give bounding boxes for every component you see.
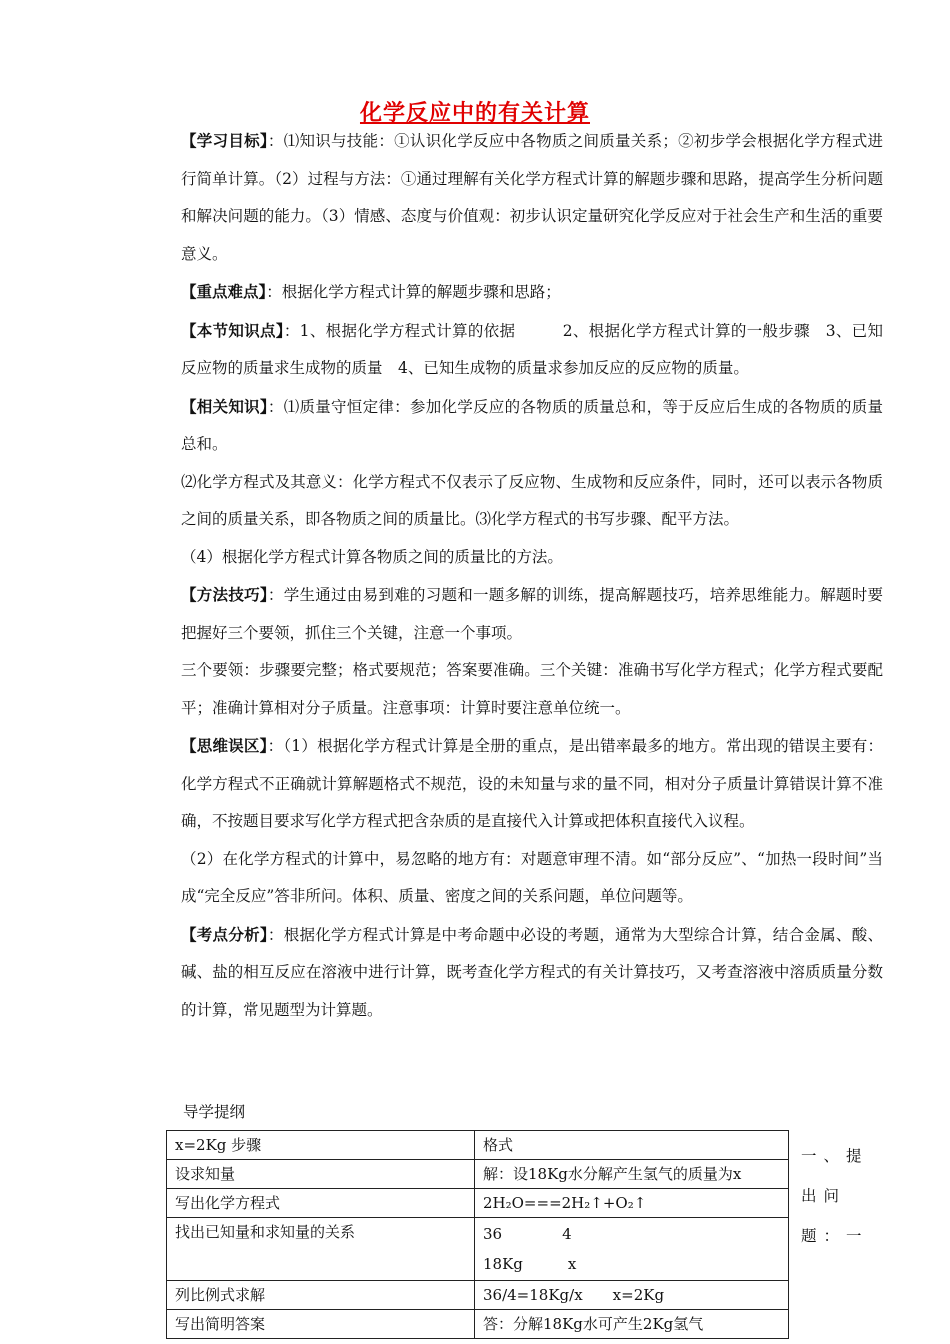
- paragraph-heading: 【重点难点】: [181, 282, 267, 301]
- paragraph-text: ：（1）根据化学方程式计算是全册的重点，是出错率最多的地方。常出现的错误主要有：化学方程式不正确就计算解题格式不规范，设的未知量与求的量不同，相对分子质量计算错误计算不准确，不按题目要求写化学方程式把含杂质的是直接代入计算或把体积直接代入议程。: [181, 737, 883, 830]
- table-cell: 2H₂O===2H₂↑+O₂↑: [475, 1189, 789, 1218]
- side-note: 一、提出问题：一: [801, 1147, 869, 1245]
- table-row: [167, 1131, 789, 1160]
- table-cell: 36 4 18Kg x: [475, 1218, 789, 1281]
- table-cell: 36/4=18Kg/x x=2Kg: [475, 1281, 789, 1310]
- paragraph-overlooked: [181, 841, 883, 916]
- paragraph-knowledge-points: [181, 312, 883, 388]
- table-cell: 写出化学方程式: [167, 1189, 475, 1218]
- table-cell: 找出已知量和求知量的关系: [167, 1218, 475, 1281]
- guide-label: 导学提纲: [183, 1103, 246, 1121]
- paragraph-related-knowledge: [181, 388, 883, 464]
- paragraph-heading: 【相关知识】: [181, 396, 268, 416]
- body-text: [181, 122, 883, 1029]
- table-cell: 格式: [475, 1131, 789, 1160]
- paragraph-text: ⑵化学方程式及其意义：化学方程式不仅表示了反应物、生成物和反应条件，同时，还可以表示各物质之间的质量关系，即各物质之间的质量比。⑶化学方程式的书写步骤、配平方法。: [181, 472, 883, 528]
- paragraph-text: ：根据化学方程式计算的解题步骤和思路；: [266, 283, 561, 301]
- paragraph-method-tips: [181, 576, 883, 652]
- paragraph-text: （4）根据化学方程式计算各物质之间的质量比的方法。: [181, 547, 563, 566]
- table-cell: x=2Kg 步骤: [167, 1131, 475, 1160]
- paragraph-heading: 【本节知识点】: [181, 320, 284, 340]
- paragraph-heading: 【方法技巧】: [181, 585, 268, 604]
- table-cell: 设求知量: [167, 1160, 475, 1189]
- paragraph-exam-analysis: [181, 916, 883, 1030]
- paragraph-key-points: [181, 273, 883, 312]
- table-cell: 答：分解18Kg水可产生2Kg氢气: [475, 1310, 789, 1339]
- table-row: [167, 1189, 789, 1218]
- paragraph-misconceptions: [181, 727, 883, 841]
- paragraph-text: 三个要领：步骤要完整；格式要规范；答案要准确。三个关键：准确书写化学方程式；化学方程式要配平；准确计算相对分子质量。注意事项：计算时要注意单位统一。: [181, 661, 883, 717]
- guide-table: [166, 1130, 789, 1339]
- paragraph-objectives: [181, 122, 883, 273]
- paragraph-three-essentials: [181, 652, 883, 727]
- paragraph-mass-ratio: [181, 539, 883, 577]
- table-cell: 解：设18Kg水分解产生氢气的质量为x: [475, 1160, 789, 1189]
- table-cell: 列比例式求解: [167, 1281, 475, 1310]
- paragraph-text: ：1、根据化学方程式计算的依据 2、根据化学方程式计算的一般步骤 3、已知反应物的质量求生成物的质量 4、已知生成物的质量求参加反应的反应物的质量。: [181, 321, 883, 377]
- table-row: [167, 1281, 789, 1310]
- paragraph-text: ：⑴质量守恒定律：参加化学反应的各物质的质量总和，等于反应后生成的各物质的质量总和。: [181, 397, 883, 453]
- table-row: [167, 1218, 789, 1281]
- paragraph-text: ：学生通过由易到难的习题和一题多解的训练，提高解题技巧，培养思维能力。解题时要把握好三个要领，抓住三个关键，注意一个事项。: [181, 586, 883, 642]
- paragraph-text: ：根据化学方程式计算是中考命题中必设的考题，通常为大型综合计算，结合金属、酸、碱、盐的相互反应在溶液中进行计算，既考查化学方程式的有关计算技巧，又考查溶液中溶质质量分数的计算，常见题型为计算题。: [181, 925, 883, 1019]
- paragraph-text: （2）在化学方程式的计算中，易忽略的地方有：对题意审理不清。如“部分反应”、“加热一段时间”当成“完全反应”答非所问。体积、质量、密度之间的关系问题，单位问题等。: [181, 849, 883, 905]
- paragraph-heading: 【思维误区】: [181, 736, 268, 755]
- paragraph-text: ：⑴知识与技能：①认识化学反应中各物质之间质量关系；②初步学会根据化学方程式进行简单计算。（2）过程与方法：①通过理解有关化学方程式计算的解题步骤和思路，提高学生分析问题和解决问题的能力。（3）情感、态度与价值观：初步认识定量研究化学反应对于社会生产和生活的重要意义。: [181, 132, 883, 263]
- table-row: [167, 1310, 789, 1339]
- paragraph-equation-meaning: [181, 464, 883, 539]
- paragraph-heading: 【学习目标】: [181, 131, 268, 150]
- table-cell: 写出简明答案: [167, 1310, 475, 1339]
- page-title: 化学反应中的有关计算: [359, 101, 590, 126]
- paragraph-heading: 【考点分析】: [181, 924, 268, 944]
- table-row: [167, 1160, 789, 1189]
